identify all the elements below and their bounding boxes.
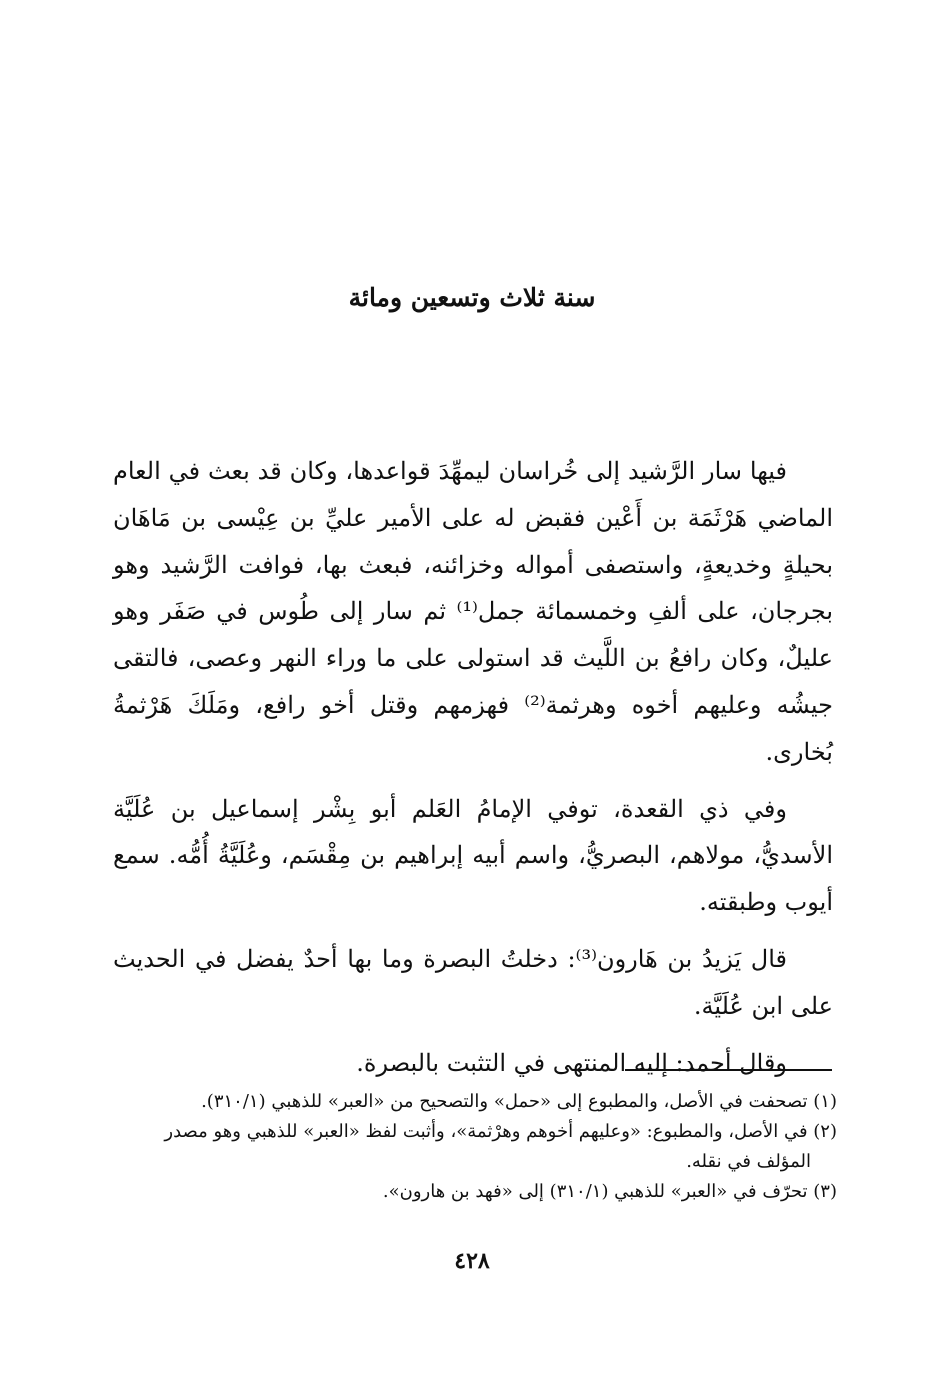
footnotes	[113, 1087, 837, 1207]
chapter-title: سنة ثلاث وتسعين ومائة	[348, 283, 596, 312]
footnote-2-continuation: المؤلف في نقله.	[686, 1151, 811, 1172]
main-text	[113, 448, 833, 1096]
footnote-2-text: (٢) في الأصل، والمطبوع: «وعليهم أخوهم وهرْثمة»، وأثبت لفظ «العبر» للذهبي وهو مصدر	[164, 1121, 837, 1142]
footnote-2	[113, 1117, 837, 1177]
paragraph-2: وفي ذي القعدة، توفي الإمامُ العَلم أبو بِشْر إسماعيل بن عُلَيَّة الأسديُّ، مولاهم، البصريُّ، واسم أبيه إبراهيم بن مِقْسَم، وعُلَيَّةُ أُمُّه. سمع أيوب وطبقته.	[113, 794, 833, 917]
page-number: ٤٢٨	[454, 1248, 490, 1274]
paragraph-1: فيها سار الرَّشيد إلى خُراسان ليمهِّدَ قواعدها، وكان قد بعث في العام الماضي هَرْثَمَة بن أَعْين فقبض له على الأمير عليِّ بن عِيْسى بن مَاهَان بحيلةٍ وخديعةٍ، واستصفى أمواله وخزائنه، فبعث بها، فوافت الرَّشيد وهو بجرجان، على ألفِ وخمسمائة جمل⁽¹⁾ ثم سار إلى طُوس في صَفَر وهو عليلٌ، وكان رافعُ بن اللَّيث قد استولى على ما وراء النهر وعصى، فالتقى جيشُه وعليهم أخوه وهرثمة⁽²⁾ فهزمهم وقتل أخو رافع، ومَلَكَ هَرْثمةُ بُخارى.	[113, 457, 834, 766]
paragraph-4: وقال أحمد: إليه المنتهى في التثبت بالبصرة.	[356, 1048, 787, 1077]
footnote-3: (٣) تحرّف في «العبر» للذهبي (٣١٠/١) إلى «فهد بن هارون».	[382, 1181, 837, 1202]
paragraph-3: قال يَزيدُ بن هَارون⁽³⁾: دخلتُ البصرة وما بها أحدٌ يفضل في الحديث على ابن عُلَيَّة.	[113, 944, 833, 1020]
footnote-divider	[625, 1069, 832, 1071]
footnote-1: (١) تصحفت في الأصل، والمطبوع إلى «حمل» والتصحيح من «العبر» للذهبي (٣١٠/١).	[201, 1091, 837, 1112]
